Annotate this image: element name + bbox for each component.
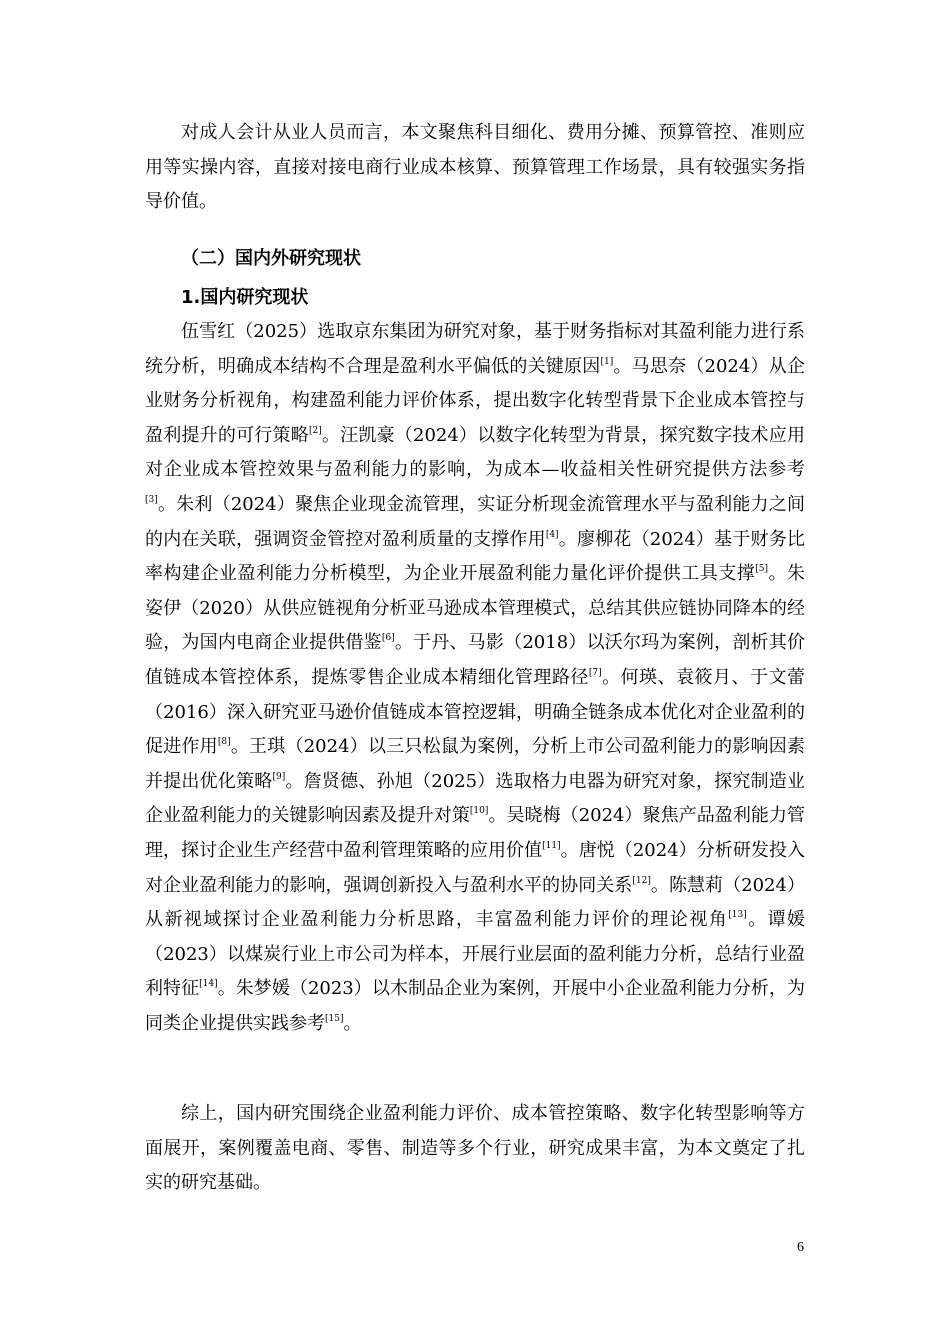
paragraph-summary: 综上，国内研究围绕企业盈利能力评价、成本管控策略、数字化转型影响等方面展开，案例覆盖电商、零售、制造等多个行业，研究成果丰富，为本文奠定了扎实的研究基础。	[145, 1103, 805, 1194]
reference-marker: [8]	[217, 737, 231, 748]
reference-marker: [4]	[545, 529, 559, 540]
reference-marker: [3]	[145, 494, 158, 505]
reference-marker: [13]	[728, 910, 747, 921]
citation-sentence: 。谭媛（2023）以煤炭行业上市公司为样本，开展行业层面的盈利能力分析，总结行业盈利特征	[145, 909, 806, 1000]
subsection-heading: 1.国内研究现状	[181, 287, 309, 308]
reference-marker: [14]	[199, 979, 218, 990]
citation-sentence: 。汪凯豪（2024）以数字化转型为背景，探究数字技术应用对企业成本管控效果与盈利能力的影响，为成本—收益相关性研究提供方法参考	[145, 424, 805, 481]
citation-sentence: 。廖柳花（2024）基于财务比率构建企业盈利能力分析模型，为企业开展盈利能力量化评价提供工具支撑	[145, 528, 805, 585]
reference-marker: [12]	[632, 875, 651, 886]
reference-marker: [2]	[308, 425, 322, 436]
paragraph-practical-value: 对成人会计从业人员而言，本文聚焦科目细化、费用分摊、预算管控、准则应用等实操内容，直接对接电商行业成本核算、预算管理工作场景，具有较强实务指导价值。	[145, 122, 805, 213]
citation-sentence: 。唐悦（2024）分析研发投入对企业盈利能力的影响，强调创新投入与盈利水平的协同关系	[145, 839, 806, 896]
citation-sentence: 。詹贤德、孙旭（2025）选取格力电器为研究对象，探究制造业企业盈利能力的关键影响因素及提升对策	[145, 770, 805, 827]
citation-sentence: 伍雪红（2025）选取京东集团为研究对象，基于财务指标对其盈利能力进行系统分析，明确成本结构不合理是盈利水平偏低的关键原因	[145, 321, 805, 377]
citation-sentence: 。朱梦媛（2023）以木制品企业为案例，开展中小企业盈利能力分析，为同类企业提供实践参考	[145, 978, 805, 1034]
citation-sentence: 。朱利（2024）聚焦企业现金流管理，实证分析现金流管理水平与盈利能力之间的内在关联，强调资金管控对盈利质量的支撑作用	[145, 493, 805, 550]
page-number: 6	[797, 1240, 804, 1255]
reference-marker: [11]	[542, 840, 561, 851]
reference-marker: [1]	[600, 356, 614, 367]
citation-sentence: 。王琪（2024）以三只松鼠为案例，分析上市公司盈利能力的影响因素并提出优化策略	[145, 736, 805, 792]
reference-marker: [7]	[588, 667, 602, 678]
citation-sentence: 。陈慧莉（2024）从新视域探讨企业盈利能力分析思路，丰富盈利能力评价的理论视角	[145, 874, 806, 931]
reference-marker: [10]	[469, 806, 489, 817]
section-heading: （二）国内外研究现状	[181, 248, 361, 269]
citation-sentence: 。于丹、马影（2018）以沃尔玛为案例，剖析其价值链成本管控体系，提炼零售企业成本精细化管理路径	[145, 632, 805, 688]
citation-sentence: 。	[343, 1012, 362, 1034]
reference-marker: [9]	[272, 771, 286, 782]
citation-sentence: 。朱姿伊（2020）从供应链视角分析亚马逊成本管理模式，总结其供应链协同降本的经验，为国内电商企业提供借鉴	[145, 563, 806, 654]
reference-marker: [5]	[755, 564, 769, 575]
citation-sentence: 。吴晓梅（2024）聚焦产品盈利能力管理，探讨企业生产经营中盈利管理策略的应用价值	[145, 805, 805, 861]
reference-marker: [6]	[381, 633, 395, 644]
reference-marker: [15]	[325, 1013, 344, 1024]
citation-sentence: 。马思奈（2024）从企业财务分析视角，构建盈利能力评价体系，提出数字化转型背景下企业成本管控与盈利提升的可行策略	[145, 355, 805, 446]
paragraph-domestic-literature	[145, 315, 805, 1041]
citation-sentence: 。何瑛、袁筱月、于文蕾（2016）深入研究亚马逊价值链成本管控逻辑，明确全链条成本优化对企业盈利的促进作用	[145, 666, 805, 758]
